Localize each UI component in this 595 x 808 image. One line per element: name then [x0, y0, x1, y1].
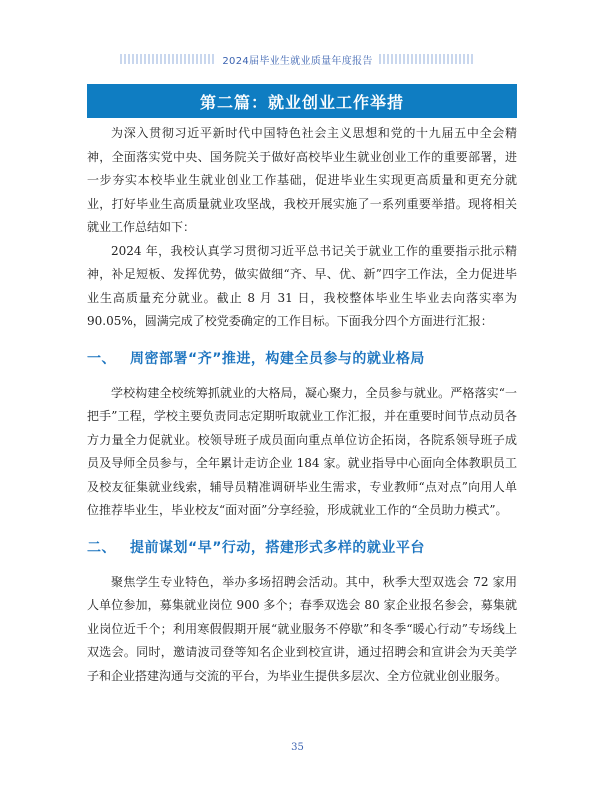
main-content: [87, 122, 517, 688]
page-number: 35: [291, 742, 304, 753]
header-title: 2024届毕业生就业质量年度报告: [216, 52, 378, 67]
chapter-title-banner: [87, 84, 517, 118]
section-title-1: 周密部署“齐”推进，构建全员参与的就业格局: [130, 350, 425, 367]
section-heading-1: [87, 348, 517, 368]
section-title-2: 提前谋划“早”行动，搭建形式多样的就业平台: [130, 539, 425, 556]
intro-paragraph-2: 2024 年，我校认真学习贯彻习近平总书记关于就业工作的重要指示批示精神，补足短板、发挥优势，做实做细“齐、早、优、新”四字工作法，全力促进毕业生高质量充分就业。截止 8 月 31 日，我校整体毕业生毕业去向落实率为 90.05%，圆满完成了校党委确定的工作目标。下面我分四个方面进行汇报：: [87, 243, 517, 328]
section-number-1: 一、: [87, 350, 116, 367]
chapter-title: 第二篇：就业创业工作举措: [199, 92, 404, 112]
section-paragraph-2: 聚焦学生专业特色，举办多场招聘会活动。其中，秋季大型双选会 72 家用人单位参加，募集就业岗位 900 多个；春季双选会 80 家企业报名参会，募集就业岗位近千个；利用寒假假期开展“就业服务不停歇”和冬季“暖心行动”专场线上双选会。同时，邀请波司登等知名企业到校宣讲，通过招聘会和宣讲会为天美学子和企业搭建沟通与交流的平台，为毕业生提供多层次、全方位就业创业服务。: [87, 574, 517, 683]
running-header: [120, 50, 475, 68]
section-number-2: 二、: [87, 539, 116, 556]
section-paragraph-1: 学校构建全校统筹抓就业的大格局，凝心聚力，全员参与就业。严格落实“一把手”工程，学校主要负责同志定期听取就业工作汇报，并在重要时间节点动员各方力量全力促就业。校领导班子成员面向重点单位访企拓岗，各院系领导班子成员及导师全员参与，全年累计走访企业 184 家。就业指导中心面向全体教职员工及校友征集就业线索，辅导员精准调研毕业生需求，专业教师“点对点”向用人单位推荐毕业生，毕业校友“面对面”分享经验，形成就业工作的“全员助力模式”。: [87, 385, 517, 517]
section-heading-2: [87, 537, 517, 557]
intro-paragraph-1: 为深入贯彻习近平新时代中国特色社会主义思想和党的十九届五中全会精神，全面落实党中央、国务院关于做好高校毕业生就业创业工作的重要部署，进一步夯实本校毕业生就业创业工作基础，促进毕业生实现更高质量和更充分就业，打好毕业生高质量就业攻坚战，我校开展实施了一系列重要举措。现将相关就业工作总结如下：: [87, 126, 517, 234]
